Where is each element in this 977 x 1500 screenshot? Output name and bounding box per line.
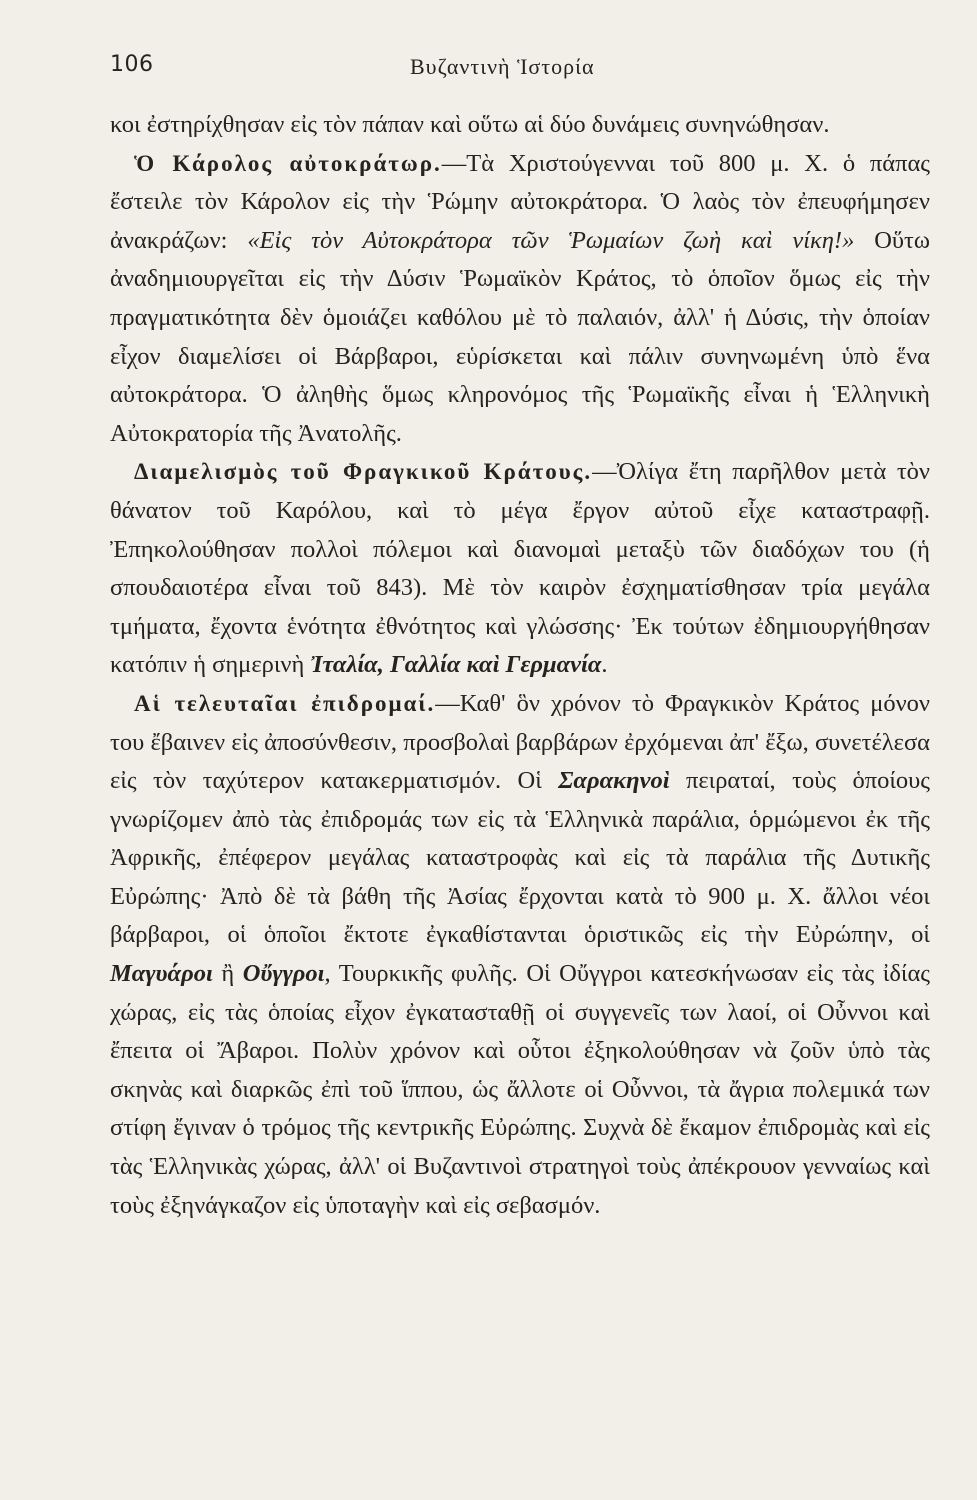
page-number: 106 [110,52,154,77]
text-run: . [601,651,608,679]
paragraph [110,106,930,145]
text-run: , Τουρκικῆς φυλῆς. Οἱ Οὔγγροι κατεσκήνωσαν εἰς τὰς ἰδίας χώρας, εἰς τὰς ὁποίας εἶχον ἐγκατασταθῇ οἱ συγγενεῖς των λαοί, οἱ Οὖννοι καὶ ἔπειτα οἱ Ἄβαροι. Πολὺν χρόνον καὶ οὗτοι ἐξηκολούθησαν νὰ ζοῦν ὑπὸ τὰς σκηνὰς καὶ διαρκῶς ἐπὶ τοῦ ἵππου, ὡς ἄλλοτε οἱ Οὖννοι, τὰ ἄγρια πολεμικά των στίφη ἔγιναν ὁ τρόμος τῆς κεντρικῆς Εὐρώπης. Συχνὰ δὲ ἔκαμον ἐπιδρομὰς καὶ εἰς τὰς Ἑλληνικὰς χώρας, ἀλλ' οἱ Βυζαντινοὶ στρατηγοὶ τοὺς ἀπέκρουον γενναίως καὶ τοὺς ἐξηνάγκαζον εἰς ὑποταγὴν καὶ εἰς σεβασμόν. [110,960,930,1219]
text-run: —Τὰ Χριστούγενναι τοῦ 800 μ. Χ. ὁ πάπας ἔστειλε τὸν Κάρολον εἰς τὴν Ῥώμην αὐτοκράτορα. Ὁ λαὸς τὸν ἐπευφήμησεν ἀνακράζων: [110,149,930,254]
text-run: —Ὀλίγα ἔτη παρῆλθον μετὰ τὸν θάνατον τοῦ Καρόλου, καὶ τὸ μέγα ἔργον αὐτοῦ εἶχε καταστραφῇ. Ἐπηκολούθησαν πολλοὶ πόλεμοι καὶ διανομαὶ μεταξὺ τῶν διαδόχων του (ἡ σπουδαιοτέρα εἶναι τοῦ 843). Μὲ τὸν καιρὸν ἐσχηματίσθησαν τρία μεγάλα τμήματα, ἔχοντα ἑνότητα ἐθνότητος καὶ γλώσσης· Ἐκ τούτων ἐδημιουργήθησαν κατόπιν ἡ σημερινὴ [110,458,930,679]
section-heading: Ὁ Κάρολος αὐτοκράτωρ. [134,150,442,176]
emphasized-term: Ἰταλία, Γαλλία καὶ Γερμανία [310,651,602,679]
text-run: κοι ἐστηρίχθησαν εἰς τὸν πάπαν καὶ οὕτω αἱ δύο δυνάμεις συνηνώθησαν. [110,111,830,138]
text-run: —Καθ' ὃν χρόνον τὸ Φραγκικὸν Κράτος μόνον του ἔβαινεν εἰς ἀποσύνθεσιν, προσβολαὶ βαρβάρων ἐρχόμεναι ἀπ' ἔξω, συνετέλεσα εἰς τὸν ταχύτερον κατακερματισμόν. Οἱ [110,689,930,795]
text-run: ἢ [212,960,243,988]
emphasized-term: Μαγυάροι [110,960,213,988]
paragraph [110,145,930,454]
section-heading: Διαμελισμὸς τοῦ Φραγκικοῦ Κράτους. [134,459,593,485]
body-text [110,106,930,1225]
page-header [110,52,927,86]
section-heading: Αἱ τελευταῖαι ἐπιδρομαί. [134,690,436,716]
quotation: «Εἰς τὸν Αὐτοκράτορα τῶν Ῥωμαίων ζωὴ καὶ νίκη!» [247,226,855,254]
emphasized-term: Σαρακηνοὶ [558,767,670,795]
text-run: πειραταί, τοὺς ὁποίους γνωρίζομεν ἀπὸ τὰς ἐπιδρομάς των εἰς τὰ Ἑλληνικὰ παράλια, ὁρμώμενοι ἐκ τῆς Ἀφρικῆς, ἐπέφερον μεγάλας καταστροφὰς καὶ εἰς τὰ παράλια τῆς Δυτικῆς Εὐρώπης· Ἀπὸ δὲ τὰ βάθη τῆς Ἀσίας ἔρχονται κατὰ τὸ 900 μ. Χ. ἄλλοι νέοι βάρβαροι, οἱ ὁποῖοι ἔκτοτε ἐγκαθίστανται ὁριστικῶς εἰς τὴν Εὐρώπην, οἱ [110,767,930,949]
paragraph [110,453,930,685]
emphasized-term: Οὔγγροι [242,960,325,988]
text-run: Οὕτω ἀναδημιουργεῖται εἰς τὴν Δύσιν Ῥωμαϊκὸν Κράτος, τὸ ὁποῖον ὅμως εἰς τὴν πραγματικότητα δὲν ὁμοιάζει καθόλου μὲ τὸ παλαιόν, ἀλλ' ἡ Δύσις, τὴν ὁποίαν εἶχον διαμελίσει οἱ Βάρβαροι, εὑρίσκεται καὶ πάλιν συνηνωμένη ὑπὸ ἕνα αὐτοκράτορα. Ὁ ἀληθὴς ὅμως κληρονόμος τῆς Ῥωμαϊκῆς εἶναι ἡ Ἑλληνικὴ Αὐτοκρατορία τῆς Ἀνατολῆς. [110,226,931,447]
running-title: Βυζαντινὴ Ἱστορία [410,54,595,79]
paragraph [110,685,930,1225]
